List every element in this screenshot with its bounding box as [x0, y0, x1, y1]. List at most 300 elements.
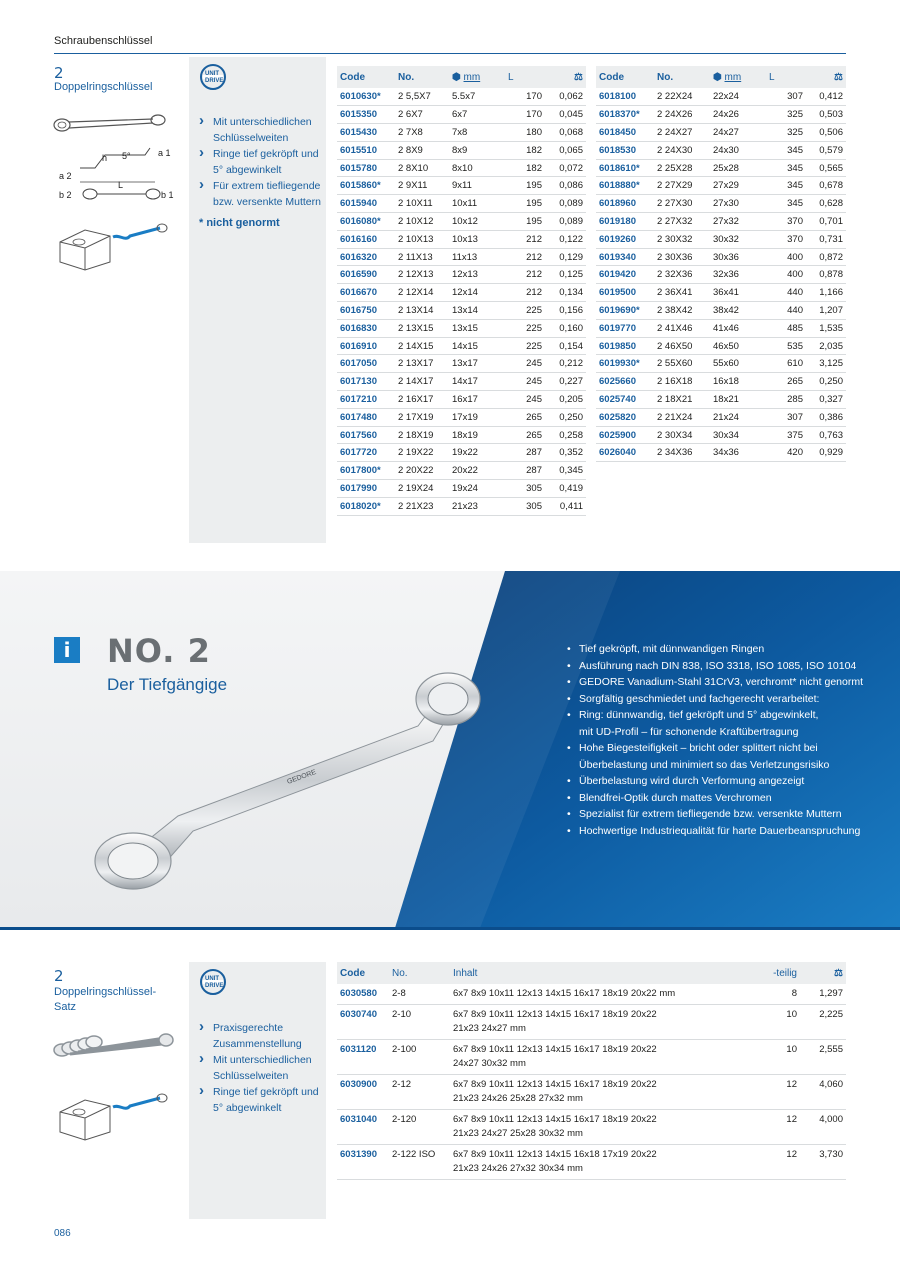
table-row [337, 141, 586, 159]
cell-weight: 0,386 [806, 408, 846, 426]
diagram-label-a2: a 2 [59, 171, 72, 181]
cell-code: 6018020* [337, 497, 395, 515]
banner-bullet: • Ausführung nach DIN 838, ISO 3318, ISO 1085, ISO 10104 [567, 658, 863, 675]
banner-bullet: • Sorgfältig geschmiedet und fachgerecht verarbeitet: [567, 691, 863, 708]
cell-size: 24x26 [710, 106, 766, 124]
cell-code: 6016830 [337, 319, 395, 337]
table-row [337, 284, 586, 302]
table-row [337, 480, 586, 498]
cell-code: 6025740 [596, 391, 654, 409]
cell-length: 170 [505, 106, 545, 124]
cell-size: 16x18 [710, 373, 766, 391]
cell-weight: 0,701 [806, 213, 846, 231]
table-row [596, 195, 846, 213]
cell-weight: 0,878 [806, 266, 846, 284]
cell-size: 18x19 [449, 426, 505, 444]
cell-length: 225 [505, 337, 545, 355]
table-row [337, 302, 586, 320]
info-icon: i [54, 637, 80, 663]
cell-weight: 0,352 [545, 444, 586, 462]
cell-weight: 0,125 [545, 266, 586, 284]
page-number: 086 [54, 1228, 71, 1239]
cell-no: 2 10X11 [395, 195, 449, 213]
cell-length: 225 [505, 319, 545, 337]
cell-size: 21x23 [449, 497, 505, 515]
diagram-label-b2: b 2 [59, 190, 72, 200]
cell-parts: 10 [760, 1005, 800, 1040]
svg-text:UNIT: UNIT [205, 71, 219, 77]
col-header-length: L [766, 66, 806, 88]
table-row [337, 1145, 846, 1180]
cell-no: 2 30X32 [654, 230, 710, 248]
banner-bullet: • Hochwertige Industriequalität für harte Dauerbeanspruchung [567, 823, 863, 840]
cell-code: 6017050 [337, 355, 395, 373]
cell-no: 2-10 [389, 1005, 450, 1040]
cell-weight: 0,872 [806, 248, 846, 266]
table-row [337, 1110, 846, 1145]
diagram-label-b1: b 1 [161, 190, 174, 200]
cell-code: 6015510 [337, 141, 395, 159]
cell-weight: 0,929 [806, 444, 846, 462]
cell-length: 400 [766, 266, 806, 284]
scale-weight-icon: ⚖ [834, 967, 843, 979]
cell-weight: 1,297 [800, 984, 846, 1005]
cell-code: 6015860* [337, 177, 395, 195]
cell-no: 2 17X19 [395, 408, 449, 426]
cell-size: 19x22 [449, 444, 505, 462]
cell-no: 2 27X32 [654, 213, 710, 231]
cell-size: 20x22 [449, 462, 505, 480]
cell-size: 11x13 [449, 248, 505, 266]
cell-code: 6025820 [596, 408, 654, 426]
cell-length: 305 [505, 497, 545, 515]
cell-code: 6017480 [337, 408, 395, 426]
cell-length: 245 [505, 355, 545, 373]
cell-weight: 2,035 [806, 337, 846, 355]
section1-number: 2 [54, 64, 64, 82]
cell-weight: 0,411 [545, 497, 586, 515]
table-row [596, 302, 846, 320]
unit-drive-logo-icon [198, 63, 230, 91]
cell-code: 6019340 [596, 248, 654, 266]
col-header-no: No. [389, 962, 450, 984]
cell-content [450, 1075, 760, 1110]
cell-code: 6025660 [596, 373, 654, 391]
cell-parts: 12 [760, 1145, 800, 1180]
table-row [337, 1075, 846, 1110]
cell-code: 6030900 [337, 1075, 389, 1110]
cell-size: 10x13 [449, 230, 505, 248]
table-row [596, 177, 846, 195]
table-row [596, 284, 846, 302]
cell-size: 19x24 [449, 480, 505, 498]
cell-length: 400 [766, 248, 806, 266]
cell-weight: 3,125 [806, 355, 846, 373]
cell-weight: 0,412 [806, 88, 846, 106]
cell-length: 245 [505, 373, 545, 391]
banner-subtitle: Der Tiefgängige [107, 675, 228, 694]
cell-no: 2 25X28 [654, 159, 710, 177]
table-row [337, 444, 586, 462]
cell-weight: 0,579 [806, 141, 846, 159]
cell-weight: 0,129 [545, 248, 586, 266]
col-header-weight [806, 66, 846, 88]
cell-code: 6016590 [337, 266, 395, 284]
cell-size: 27x30 [710, 195, 766, 213]
table-row [596, 106, 846, 124]
feature-item: › Für extrem tiefliegende bzw. versenkte Muttern [199, 178, 321, 210]
cell-length: 265 [766, 373, 806, 391]
diagram-label-a1: a 1 [158, 148, 171, 158]
col-header-code: Code [337, 66, 395, 88]
table-row [337, 319, 586, 337]
table-row [596, 88, 846, 106]
cell-length: 245 [505, 391, 545, 409]
cell-no: 2 5,5X7 [395, 88, 449, 106]
cell-size: 36x41 [710, 284, 766, 302]
table-row [596, 248, 846, 266]
cell-code: 6015940 [337, 195, 395, 213]
unit-drive-logo-icon [198, 968, 230, 996]
cell-length: 535 [766, 337, 806, 355]
cell-length: 325 [766, 124, 806, 142]
cell-no: 2-120 [389, 1110, 450, 1145]
cell-no: 2-12 [389, 1075, 450, 1110]
cell-size: 10x11 [449, 195, 505, 213]
col-header-no: No. [654, 66, 710, 88]
cell-weight: 0,062 [545, 88, 586, 106]
cell-code: 6018880* [596, 177, 654, 195]
table-row [337, 1005, 846, 1040]
feature-item: › Mit unterschiedlichen Schlüsselweiten [199, 114, 321, 146]
cell-length: 170 [505, 88, 545, 106]
feature-item: › Praxisgerechte Zusammenstellung [199, 1020, 321, 1052]
product-table-left [337, 66, 586, 516]
table-row [337, 266, 586, 284]
cell-length: 285 [766, 391, 806, 409]
cell-weight: 0,160 [545, 319, 586, 337]
content-line: 21x23 24x26 25x28 27x32 mm [453, 1093, 583, 1104]
table-row [596, 141, 846, 159]
cell-size: 55x60 [710, 355, 766, 373]
cell-content [450, 1040, 760, 1075]
table-row [596, 373, 846, 391]
table-row [337, 408, 586, 426]
table-row [337, 213, 586, 231]
cell-code: 6026040 [596, 444, 654, 462]
cell-weight: 0,134 [545, 284, 586, 302]
banner-bullet: • Tief gekröpft, mit dünnwandigen Ringen [567, 641, 863, 658]
usage-illustration-icon [55, 222, 170, 272]
cell-no: 2 14X17 [395, 373, 449, 391]
table-row [596, 426, 846, 444]
cell-parts: 12 [760, 1075, 800, 1110]
cell-weight: 4,000 [800, 1110, 846, 1145]
cell-no: 2 12X13 [395, 266, 449, 284]
cell-weight: 0,506 [806, 124, 846, 142]
table-row [337, 426, 586, 444]
cell-weight: 0,503 [806, 106, 846, 124]
cell-length: 182 [505, 141, 545, 159]
content-line: 21x23 24x26 27x32 30x34 mm [453, 1163, 583, 1174]
banner-bottom-stripe [0, 927, 900, 930]
cell-length: 370 [766, 230, 806, 248]
banner-title: NO. 2 [107, 632, 211, 670]
table-row [596, 230, 846, 248]
section1-feature-list [199, 114, 321, 210]
cell-code: 6015430 [337, 124, 395, 142]
table-row [337, 984, 846, 1005]
cell-size: 12x14 [449, 284, 505, 302]
cell-size: 14x17 [449, 373, 505, 391]
cell-weight: 0,678 [806, 177, 846, 195]
diagram-label-h: h [102, 153, 108, 163]
cell-weight: 0,122 [545, 230, 586, 248]
cell-code: 6019180 [596, 213, 654, 231]
table-row [596, 124, 846, 142]
banner-bullet-list [567, 641, 863, 839]
cell-content [450, 1005, 760, 1040]
col-header-weight [800, 962, 846, 984]
cell-code: 6019770 [596, 319, 654, 337]
table-row [596, 319, 846, 337]
cell-no: 2 10X12 [395, 213, 449, 231]
cell-no: 2 10X13 [395, 230, 449, 248]
cell-size: 13x14 [449, 302, 505, 320]
cell-length: 440 [766, 284, 806, 302]
cell-size: 12x13 [449, 266, 505, 284]
cell-no: 2 41X46 [654, 319, 710, 337]
cell-parts: 8 [760, 984, 800, 1005]
cell-no: 2 24X26 [654, 106, 710, 124]
table-row [337, 177, 586, 195]
cell-weight: 0,628 [806, 195, 846, 213]
cell-code: 6017560 [337, 426, 395, 444]
cell-length: 325 [766, 106, 806, 124]
cell-size: 21x24 [710, 408, 766, 426]
table-row [337, 373, 586, 391]
cell-weight: 0,156 [545, 302, 586, 320]
table-row [596, 444, 846, 462]
cell-no: 2 8X10 [395, 159, 449, 177]
content-line: 6x7 8x9 10x11 12x13 14x15 16x17 18x19 20x22 [453, 1044, 657, 1055]
cell-length: 420 [766, 444, 806, 462]
cell-size: 30x32 [710, 230, 766, 248]
table-row [337, 355, 586, 373]
table-row [337, 248, 586, 266]
cell-length: 375 [766, 426, 806, 444]
cell-length: 307 [766, 88, 806, 106]
cell-size: 10x12 [449, 213, 505, 231]
wrench-outline-icon [54, 115, 165, 131]
hex-nut-icon: ⬢ [452, 71, 461, 83]
cell-code: 6031040 [337, 1110, 389, 1145]
cell-no: 2 11X13 [395, 248, 449, 266]
cell-no: 2 12X14 [395, 284, 449, 302]
section2-number: 2 [54, 967, 64, 985]
double-ring-wrench-image [88, 666, 488, 896]
cell-length: 182 [505, 159, 545, 177]
cell-size: 22x24 [710, 88, 766, 106]
cell-weight: 0,154 [545, 337, 586, 355]
hex-nut-icon: ⬢ [713, 71, 722, 83]
col-header-weight [545, 66, 586, 88]
banner-bullet: • Ring: dünnwandig, tief gekröpft und 5° abgewinkelt, [567, 707, 863, 724]
cell-weight: 2,555 [800, 1040, 846, 1075]
cell-no: 2 20X22 [395, 462, 449, 480]
cell-weight: 0,731 [806, 230, 846, 248]
col-header-content: Inhalt [450, 962, 760, 984]
cell-no: 2 6X7 [395, 106, 449, 124]
col-header-size: ⬢ mm [449, 66, 505, 88]
cell-no: 2 21X23 [395, 497, 449, 515]
col-header-code: Code [337, 962, 389, 984]
cell-size: 5.5x7 [449, 88, 505, 106]
cell-weight: 0,763 [806, 426, 846, 444]
cell-length: 345 [766, 177, 806, 195]
cell-no: 2 16X17 [395, 391, 449, 409]
cell-length: 345 [766, 195, 806, 213]
cell-no: 2 46X50 [654, 337, 710, 355]
cell-weight: 0,327 [806, 391, 846, 409]
scale-weight-icon: ⚖ [574, 71, 583, 83]
cell-no: 2 18X21 [654, 391, 710, 409]
table-row [596, 266, 846, 284]
cell-code: 6017800* [337, 462, 395, 480]
table-row [337, 88, 586, 106]
cell-size: 14x15 [449, 337, 505, 355]
cell-weight: 2,225 [800, 1005, 846, 1040]
cell-weight: 1,207 [806, 302, 846, 320]
cell-no: 2-100 [389, 1040, 450, 1075]
table-row [337, 124, 586, 142]
cell-length: 212 [505, 230, 545, 248]
cell-code: 6030740 [337, 1005, 389, 1040]
table-row [337, 195, 586, 213]
cell-size: 27x29 [710, 177, 766, 195]
cell-length: 287 [505, 444, 545, 462]
table-row [596, 408, 846, 426]
cell-weight: 0,250 [806, 373, 846, 391]
cell-length: 307 [766, 408, 806, 426]
content-line: 24x27 30x32 mm [453, 1058, 526, 1069]
cell-length: 265 [505, 426, 545, 444]
cell-code: 6018610* [596, 159, 654, 177]
cell-no: 2 32X36 [654, 266, 710, 284]
cell-no: 2 36X41 [654, 284, 710, 302]
cell-code: 6019420 [596, 266, 654, 284]
content-line: 6x7 8x9 10x11 12x13 14x15 16x17 18x19 20x22 mm [453, 988, 676, 999]
cell-code: 6016670 [337, 284, 395, 302]
cell-no: 2-122 ISO [389, 1145, 450, 1180]
svg-text:DRIVE: DRIVE [205, 983, 224, 989]
cell-code: 6017990 [337, 480, 395, 498]
cell-length: 212 [505, 266, 545, 284]
wrench-brand-text: GEDORE [286, 768, 318, 786]
page-header-title: Schraubenschlüssel [54, 35, 153, 47]
cell-no: 2-8 [389, 984, 450, 1005]
cell-no: 2 7X8 [395, 124, 449, 142]
cell-code: 6016160 [337, 230, 395, 248]
cell-weight: 1,535 [806, 319, 846, 337]
wrench-set-image [50, 1030, 175, 1075]
cell-no: 2 13X15 [395, 319, 449, 337]
cell-weight: 0,227 [545, 373, 586, 391]
cell-no: 2 21X24 [654, 408, 710, 426]
set-product-table [337, 962, 846, 1180]
cell-weight: 0,250 [545, 408, 586, 426]
cell-size: 9x11 [449, 177, 505, 195]
cell-code: 6031120 [337, 1040, 389, 1075]
cell-no: 2 30X36 [654, 248, 710, 266]
col-header-no: No. [395, 66, 449, 88]
table-row [596, 159, 846, 177]
cell-weight: 0,089 [545, 195, 586, 213]
cell-length: 440 [766, 302, 806, 320]
cell-size: 30x34 [710, 426, 766, 444]
cell-code: 6016320 [337, 248, 395, 266]
banner-bullet: • Überbelastung wird durch Verformung angezeigt [567, 773, 863, 790]
banner-bullet: mit UD-Profil – für schonende Kraftübertragung [579, 725, 799, 738]
cell-weight: 0,212 [545, 355, 586, 373]
cell-no: 2 18X19 [395, 426, 449, 444]
banner-bullet: • Blendfrei-Optik durch mattes Verchromen [567, 790, 863, 807]
cell-code: 6018530 [596, 141, 654, 159]
col-header-parts: -teilig [760, 962, 800, 984]
cell-no: 2 22X24 [654, 88, 710, 106]
cell-code: 6025900 [596, 426, 654, 444]
table-row [337, 497, 586, 515]
content-line: 6x7 8x9 10x11 12x13 14x15 16x17 18x19 20x22 [453, 1079, 657, 1090]
cell-length: 212 [505, 248, 545, 266]
cell-length: 195 [505, 195, 545, 213]
cell-length: 485 [766, 319, 806, 337]
cell-no: 2 13X14 [395, 302, 449, 320]
cell-size: 30x36 [710, 248, 766, 266]
col-header-size: ⬢ mm [710, 66, 766, 88]
cell-code: 6010630* [337, 88, 395, 106]
svg-text:DRIVE: DRIVE [205, 78, 224, 84]
cell-code: 6016750 [337, 302, 395, 320]
cell-length: 345 [766, 159, 806, 177]
cell-code: 6018450 [596, 124, 654, 142]
cell-code: 6019500 [596, 284, 654, 302]
cell-size: 16x17 [449, 391, 505, 409]
cell-no: 2 13X17 [395, 355, 449, 373]
table-row [596, 337, 846, 355]
cell-no: 2 55X60 [654, 355, 710, 373]
cell-size: 13x15 [449, 319, 505, 337]
cell-no: 2 30X34 [654, 426, 710, 444]
table-row [337, 391, 586, 409]
cell-code: 6015350 [337, 106, 395, 124]
feature-item: › Ringe tief gekröpft und 5° abgewinkelt [199, 1084, 321, 1116]
cell-content [450, 984, 760, 1005]
cell-size: 6x7 [449, 106, 505, 124]
cell-length: 345 [766, 141, 806, 159]
cell-no: 2 9X11 [395, 177, 449, 195]
cell-weight: 0,045 [545, 106, 586, 124]
cell-length: 225 [505, 302, 545, 320]
cell-code: 6019690* [596, 302, 654, 320]
cell-weight: 4,060 [800, 1075, 846, 1110]
cell-no: 2 24X27 [654, 124, 710, 142]
table-row [337, 337, 586, 355]
cell-weight: 0,345 [545, 462, 586, 480]
cell-length: 195 [505, 213, 545, 231]
cell-parts: 12 [760, 1110, 800, 1145]
section2-feature-list [199, 1020, 321, 1116]
